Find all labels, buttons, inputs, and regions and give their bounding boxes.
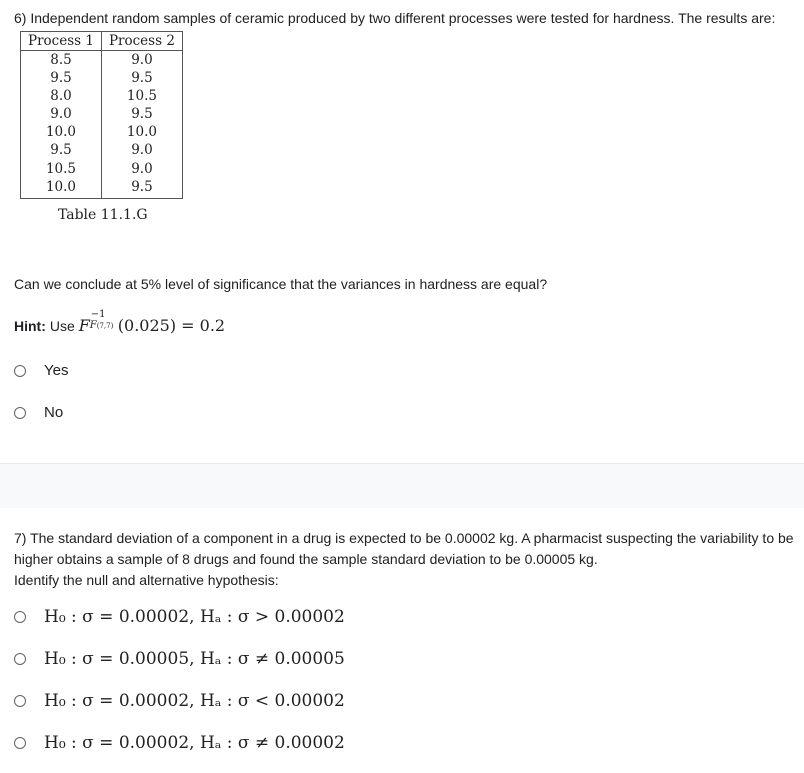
hint <box>14 309 226 335</box>
table-cell: 10.5 <box>126 88 157 105</box>
hint-use: Use <box>49 318 75 334</box>
radio-button[interactable] <box>14 737 26 749</box>
table-header: Process 1 <box>21 32 102 51</box>
option-label: H₀ : σ = 0.00002, Hₐ : σ ≠ 0.00002 <box>44 733 345 753</box>
option-hypothesis-3[interactable] <box>14 691 345 711</box>
table-cell: 8.5 <box>21 51 102 70</box>
table-cell: 9.5 <box>131 178 153 195</box>
table-cell: 9.0 <box>131 52 153 68</box>
table-row <box>21 51 183 70</box>
table-row <box>21 87 183 105</box>
table-row <box>21 69 183 87</box>
question-6-prompt: 6) Independent random samples of ceramic produced by two different processes were tested for hardness. The results are: <box>14 10 776 26</box>
table-cell: 9.5 <box>131 70 153 87</box>
table-cell: 10.0 <box>21 123 102 141</box>
radio-button[interactable] <box>14 653 26 665</box>
option-no[interactable] <box>14 404 63 421</box>
hint-formula <box>78 309 226 335</box>
question-7-instruction: Identify the null and alternative hypothesis: <box>14 572 279 588</box>
table-header: Process 2 <box>101 32 182 51</box>
hint-sub-idx: (7,7) <box>96 322 114 330</box>
option-hypothesis-4[interactable] <box>14 733 345 753</box>
table-caption: Table 11.1.G <box>58 207 148 223</box>
table-row <box>21 160 183 178</box>
table-cell: 8.0 <box>21 87 102 105</box>
table-cell: 9.0 <box>131 142 153 159</box>
option-hypothesis-1[interactable] <box>14 607 345 627</box>
radio-button[interactable] <box>14 695 26 707</box>
table-cell: 9.0 <box>131 160 153 177</box>
option-label: H₀ : σ = 0.00002, Hₐ : σ < 0.00002 <box>44 691 345 711</box>
hint-sup: −1 <box>90 309 106 320</box>
hint-label: Hint: <box>14 318 46 334</box>
option-label: H₀ : σ = 0.00002, Hₐ : σ > 0.00002 <box>44 607 345 627</box>
table-row <box>21 178 183 199</box>
option-label: H₀ : σ = 0.00005, Hₐ : σ ≠ 0.00005 <box>44 649 345 669</box>
option-label: No <box>44 404 64 421</box>
table-cell: 10.0 <box>126 124 157 141</box>
question-7-text: 7) The standard deviation of a component in a drug is expected to be 0.00002 kg. A pharmacist suspecting the variability to be higher obtains a sample of 8 drugs and found the sample standard deviation to be 0.00005 kg. <box>14 530 794 567</box>
table-row <box>21 123 183 141</box>
table-cell: 10.0 <box>21 178 102 199</box>
radio-button[interactable] <box>14 611 26 623</box>
question-7-prompt <box>14 528 799 591</box>
option-hypothesis-2[interactable] <box>14 649 345 669</box>
question-separator <box>0 463 804 508</box>
option-label: Yes <box>44 362 69 379</box>
option-yes[interactable] <box>14 362 68 379</box>
radio-button[interactable] <box>14 407 26 419</box>
table-cell: 9.5 <box>131 106 153 123</box>
question-6-text: Can we conclude at 5% level of significance that the variances in hardness are equal? <box>14 276 548 292</box>
hint-f: F <box>78 316 90 335</box>
table-cell: 9.0 <box>21 105 102 123</box>
hint-sub: F <box>89 320 97 331</box>
table-cell: 9.5 <box>21 141 102 159</box>
hint-value: (0.025) = 0.2 <box>117 316 226 335</box>
table-row <box>21 105 183 123</box>
table-cell: 10.5 <box>21 160 102 178</box>
table-row <box>21 141 183 159</box>
table-cell: 9.5 <box>21 69 102 87</box>
radio-button[interactable] <box>14 365 26 377</box>
hardness-table <box>20 31 183 199</box>
